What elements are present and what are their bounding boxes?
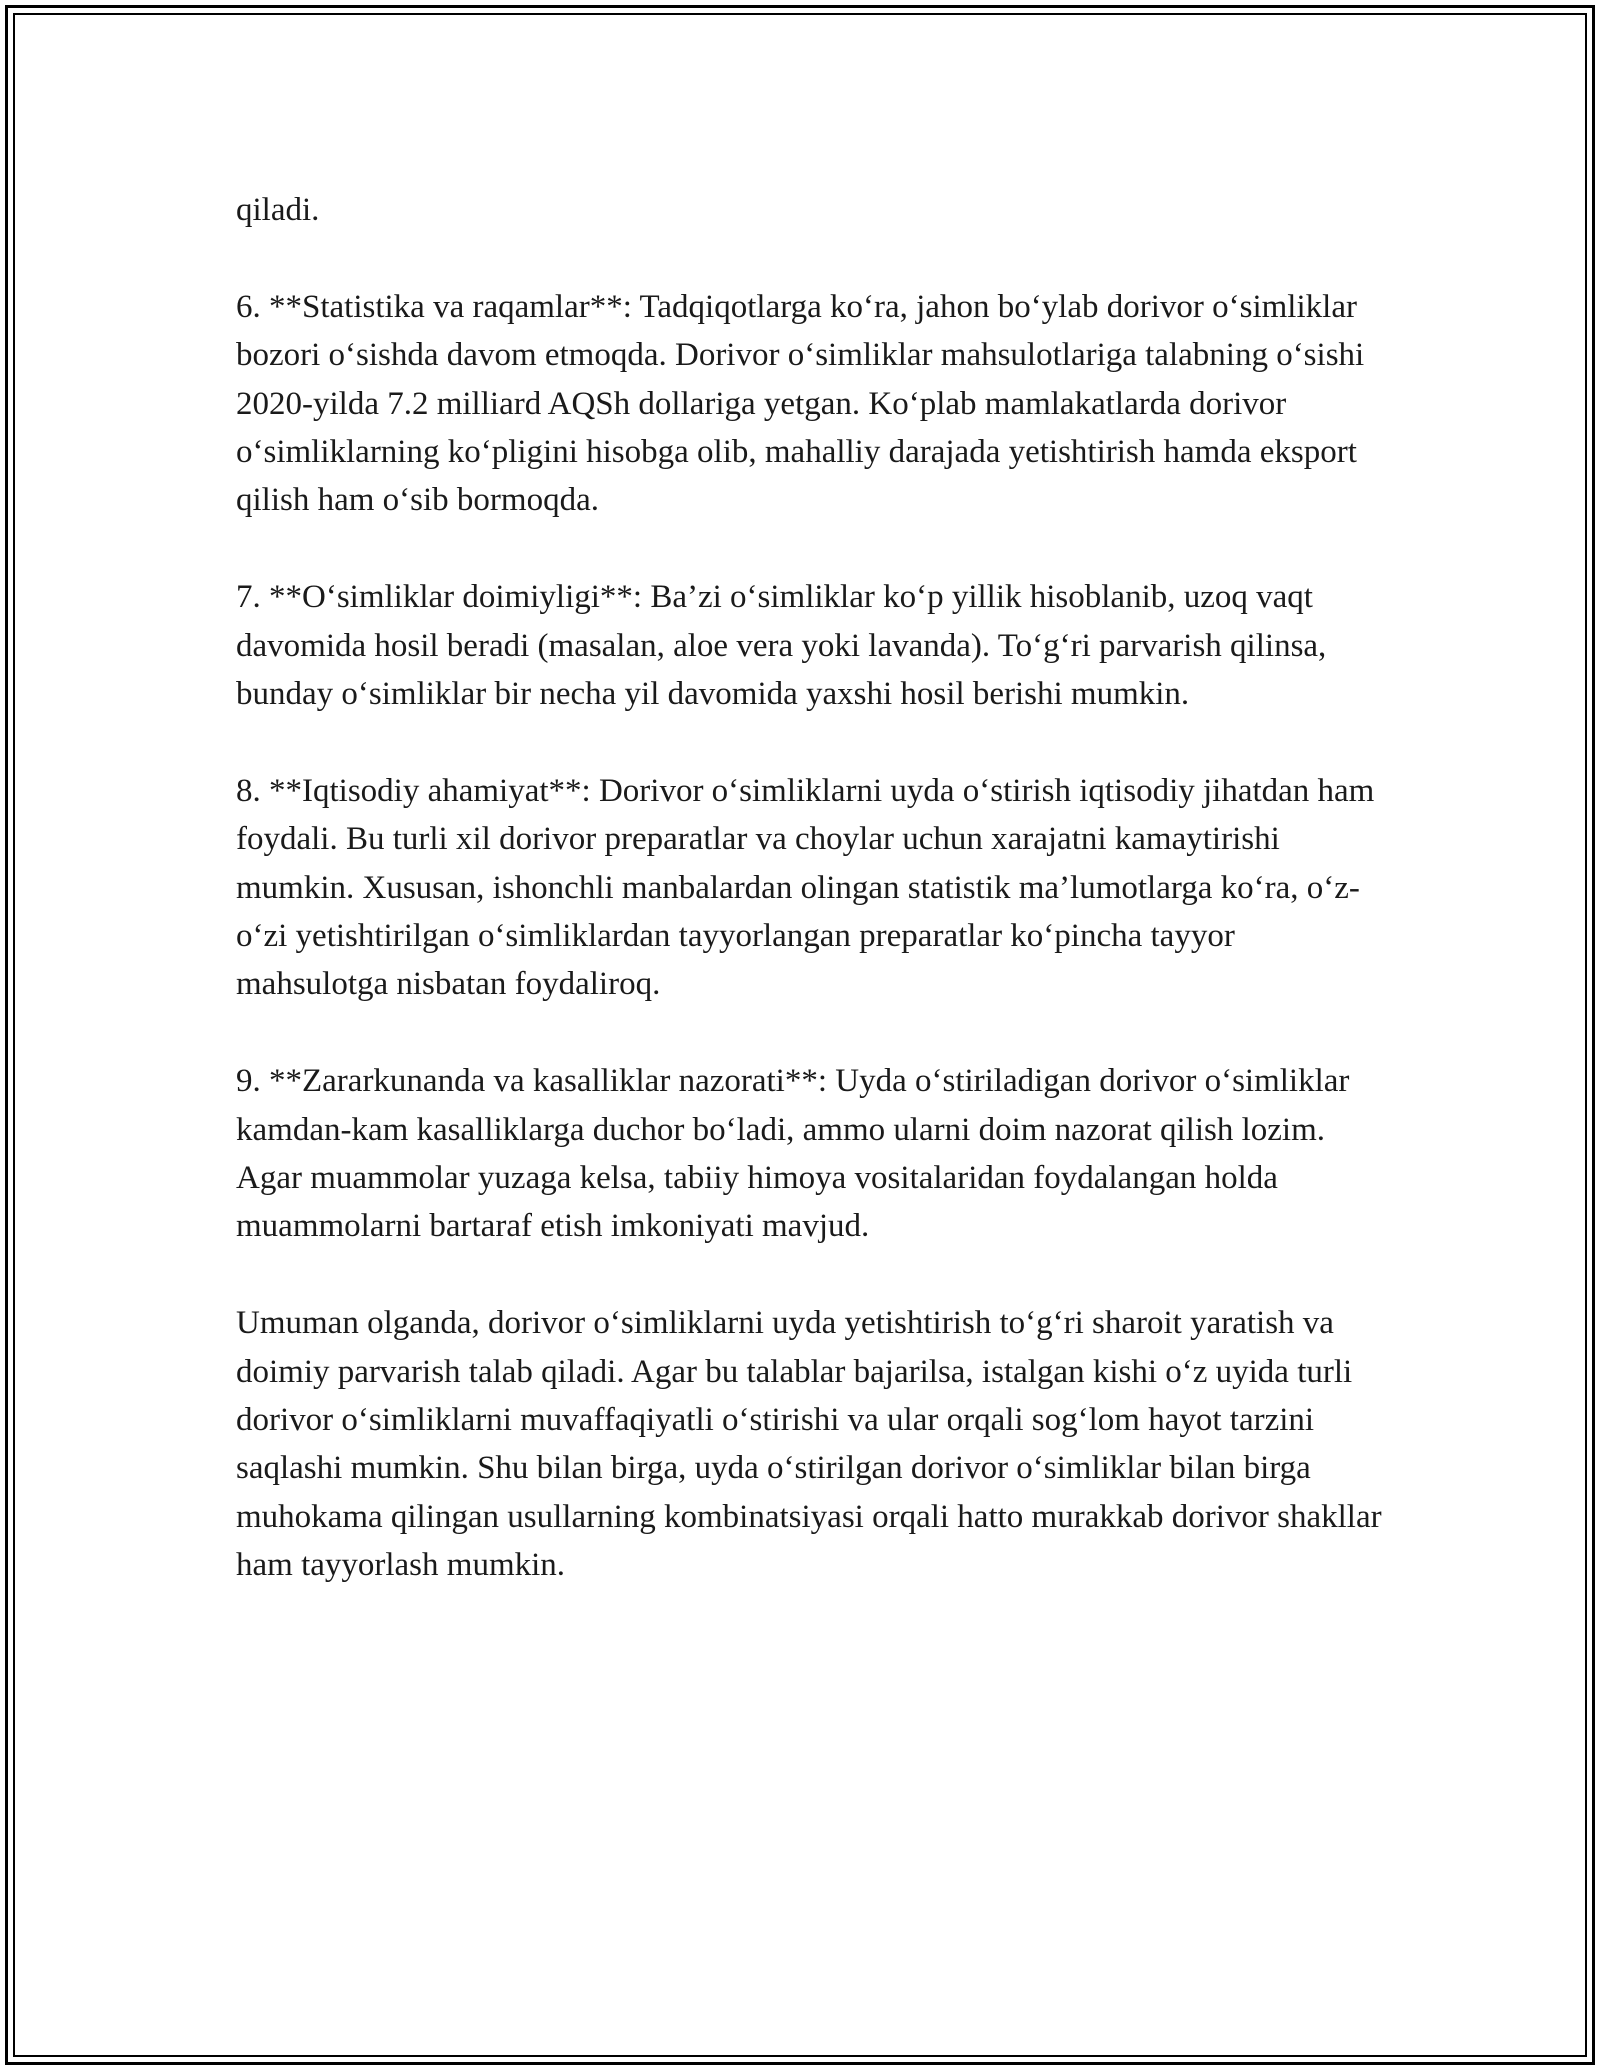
paragraph-plant-permanence: 7. **O‘simliklar doimiyligi**: Ba’zi o‘simliklar ko‘p yillik hisoblanib, uzoq vaqt davomida hosil beradi (masalan, aloe vera yoki lavanda). To‘g‘ri parvarish qilinsa, bunday o‘simliklar bir necha yil davomida yaxshi hosil berishi mumkin.	[236, 579, 1327, 713]
paragraph-continuation: qiladi.	[236, 192, 320, 228]
document-body	[236, 186, 1386, 1638]
paragraph-economic-importance: 8. **Iqtisodiy ahamiyat**: Dorivor o‘simliklarni uyda o‘stirish iqtisodiy jihatdan ham foydali. Bu turli xil dorivor preparatlar va choylar uchun xarajatni kamaytirishi mumkin. Xususan, ishonchli manbalardan olingan statistik ma’lumotlarga ko‘ra, o‘z-o‘zi yetishtirilgan o‘simliklardan tayyorlangan preparatlar ko‘pincha tayyor mahsulotga nisbatan foydaliroq.	[236, 772, 1375, 1003]
paragraph-pest-control: 9. **Zararkunanda va kasalliklar nazorati**: Uyda o‘stiriladigan dorivor o‘simliklar kamdan-kam kasalliklarga duchor bo‘ladi, ammo ularni doim nazorat qilish lozim. Agar muammolar yuzaga kelsa, tabiiy himoya vositalaridan foydalangan holda muammolarni bartaraf etish imkoniyati mavjud.	[236, 1063, 1350, 1245]
paragraph-conclusion: Umuman olganda, dorivor o‘simliklarni uyda yetishtirish to‘g‘ri sharoit yaratish va doimiy parvarish talab qiladi. Agar bu talablar bajarilsa, istalgan kishi o‘z uyida turli dorivor o‘simliklarni muvaffaqiyatli o‘stirishi va ular orqali sog‘lom hayot tarzini saqlashi mumkin. Shu bilan birga, uyda o‘stirilgan dorivor o‘simliklar bilan birga muhokama qilingan usullarning kombinatsiyasi orqali hatto murakkab dorivor shakllar ham tayyorlash mumkin.	[236, 1305, 1382, 1584]
paragraph-statistics: 6. **Statistika va raqamlar**: Tadqiqotlarga ko‘ra, jahon bo‘ylab dorivor o‘simliklar bozori o‘sishda davom etmoqda. Dorivor o‘simliklar mahsulotlariga talabning o‘sishi 2020-yilda 7.2 milliard AQSh dollariga yetgan. Ko‘plab mamlakatlarda dorivor o‘simliklarning ko‘pligini hisobga olib, mahalliy darajada yetishtirish hamda eksport qilish ham o‘sib bormoqda.	[236, 288, 1365, 519]
